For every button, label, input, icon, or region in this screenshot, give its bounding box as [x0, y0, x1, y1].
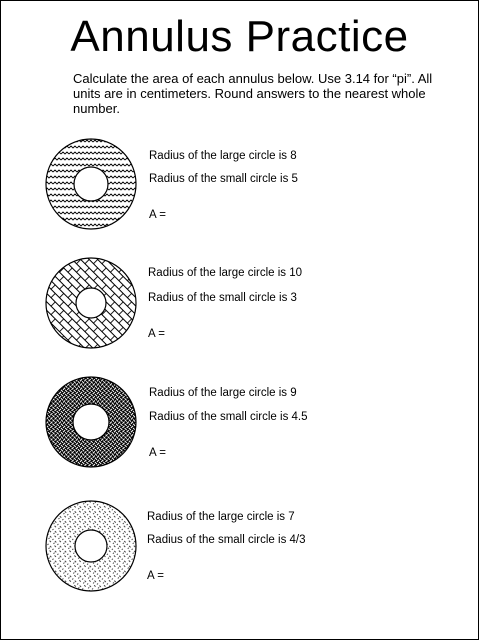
- large-radius-label: Radius of the large circle is 8: [149, 150, 297, 162]
- answer-label: A =: [149, 209, 166, 221]
- answer-label: A =: [148, 328, 165, 340]
- answer-label: A =: [149, 447, 166, 459]
- small-radius-label: Radius of the small circle is 4.5: [149, 411, 308, 423]
- annulus-figure: [45, 376, 137, 468]
- problem-3: [1, 376, 478, 486]
- problem-4: [1, 500, 478, 610]
- instructions: Calculate the area of each annulus below. Use 3.14 for “pi”. All units are in centimeters. Round answers to the nearest whole number.: [73, 71, 433, 116]
- large-radius-label: Radius of the large circle is 10: [148, 267, 303, 279]
- answer-label: A =: [147, 570, 164, 582]
- page-title: Annulus Practice: [70, 12, 409, 61]
- small-radius-label: Radius of the small circle is 5: [149, 173, 298, 185]
- small-radius-label: Radius of the small circle is 3: [148, 292, 297, 304]
- annulus-figure: [45, 500, 137, 592]
- problem-1: [1, 138, 478, 248]
- large-radius-label: Radius of the large circle is 9: [149, 387, 297, 399]
- problem-2: [1, 257, 478, 367]
- annulus-figure: [45, 138, 137, 230]
- small-radius-label: Radius of the small circle is 4/3: [147, 534, 306, 546]
- annulus-figure: [45, 257, 137, 349]
- large-radius-label: Radius of the large circle is 7: [147, 511, 295, 523]
